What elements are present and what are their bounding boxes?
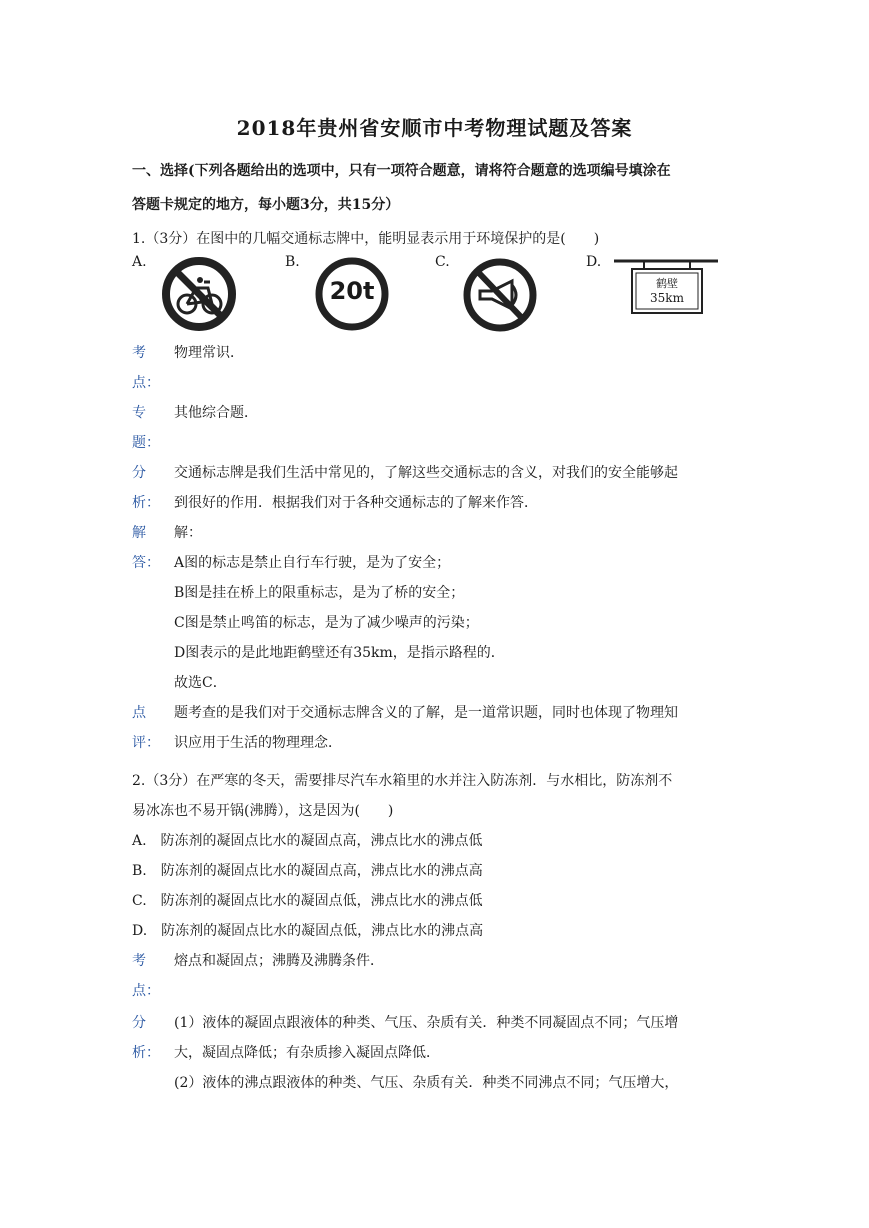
q1-zhuanti-label-2: 题： bbox=[132, 435, 160, 451]
q2-kaodian-label-2: 点： bbox=[132, 983, 160, 999]
q2-kaodian-label-1: 考 bbox=[132, 953, 146, 969]
q1-dianping-line-1: 题考查的是我们对于交通标志牌含义的了解，是一道常识题，同时也体现了物理知 bbox=[174, 705, 678, 721]
q1-fenxi-label-2: 析： bbox=[132, 495, 160, 511]
q1-jieda-label-2: 答： bbox=[132, 555, 160, 571]
q1-jieda-line: 故选C． bbox=[174, 675, 227, 691]
q2-fenxi-label-1: 分 bbox=[132, 1015, 146, 1031]
q1-jieda-label-1: 解 bbox=[132, 525, 146, 541]
q1-stem: 1.（3分）在图中的几幅交通标志牌中，能明显表示用于环境保护的是( ) bbox=[132, 231, 600, 247]
q1-jieda-line: C图是禁止鸣笛的标志，是为了减少噪声的污染； bbox=[174, 615, 479, 631]
distance-sign-place: 鹤壁 bbox=[656, 277, 678, 290]
section-heading-line-1: 一、选择(下列各题给出的选项中，只有一项符合题意，请将符合题意的选项编号填涂在 bbox=[132, 163, 671, 179]
q1-dianping-line-2: 识应用于生活的物理理念． bbox=[174, 735, 342, 751]
q2-kaodian: 熔点和凝固点；沸腾及沸腾条件． bbox=[174, 953, 384, 969]
q1-jieda-line: D图表示的是此地距鹤壁还有35km，是指示路程的． bbox=[174, 645, 505, 661]
q1-jieda-line: 解： bbox=[174, 525, 202, 541]
q1-dianping-label-2: 评： bbox=[132, 735, 160, 751]
q1-option-d-label: D. bbox=[586, 254, 602, 270]
q1-kaodian-label-1: 考 bbox=[132, 345, 146, 361]
q1-option-a-label: A. bbox=[132, 254, 147, 270]
q2-fenxi-line-3: (2）液体的沸点跟液体的种类、气压、杂质有关．种类不同沸点不同；气压增大， bbox=[174, 1075, 679, 1091]
q2-fenxi-line-2: 大，凝固点降低；有杂质掺入凝固点降低． bbox=[174, 1045, 440, 1061]
q2-option-d: D. 防冻剂的凝固点比水的凝固点低，沸点比水的沸点高 bbox=[132, 923, 484, 939]
q1-zhuanti: 其他综合题． bbox=[174, 405, 258, 421]
q1-option-c-label: C. bbox=[435, 254, 450, 270]
q1-kaodian: 物理常识． bbox=[174, 345, 244, 361]
q1-jieda-line: A图的标志是禁止自行车行驶，是为了安全； bbox=[174, 555, 451, 571]
q2-fenxi-label-2: 析： bbox=[132, 1045, 160, 1061]
q1-jieda-line: B图是挂在桥上的限重标志，是为了桥的安全； bbox=[174, 585, 465, 601]
no-bicycle-sign-icon bbox=[160, 256, 238, 334]
q1-fenxi-label-1: 分 bbox=[132, 465, 146, 481]
page-title: 2018年贵州省安顺市中考物理试题及答案 bbox=[236, 116, 633, 140]
q2-stem-line-1: 2.（3分）在严寒的冬天，需要排尽汽车水箱里的水并注入防冻剂．与水相比，防冻剂不 bbox=[132, 773, 673, 789]
q2-option-c: C. 防冻剂的凝固点比水的凝固点低，沸点比水的沸点低 bbox=[132, 893, 483, 909]
q1-option-b-label: B. bbox=[285, 254, 300, 270]
q1-fenxi-line-2: 到很好的作用．根据我们对于各种交通标志的了解来作答． bbox=[174, 495, 538, 511]
distance-sign-km: 35km bbox=[650, 291, 684, 305]
q2-option-a: A. 防冻剂的凝固点比水的凝固点高，沸点比水的沸点低 bbox=[132, 833, 483, 849]
weight-limit-text: 20t bbox=[329, 277, 375, 305]
section-heading-line-2: 答题卡规定的地方，每小题3分，共15分） bbox=[132, 197, 400, 213]
q1-dianping-label-1: 点 bbox=[132, 705, 146, 721]
q1-kaodian-label-2: 点： bbox=[132, 375, 160, 391]
q1-fenxi-line-1: 交通标志牌是我们生活中常见的，了解这些交通标志的含义，对我们的安全能够起 bbox=[174, 465, 678, 481]
q2-stem-line-2: 易冰冻也不易开锅(沸腾），这是因为( ) bbox=[132, 803, 394, 819]
no-horn-sign-icon bbox=[462, 257, 538, 333]
q1-zhuanti-label-1: 专 bbox=[132, 405, 146, 421]
q2-option-b: B. 防冻剂的凝固点比水的凝固点高，沸点比水的沸点高 bbox=[132, 863, 483, 879]
q2-fenxi-line-1: (1）液体的凝固点跟液体的种类、气压、杂质有关．种类不同凝固点不同；气压增 bbox=[174, 1015, 679, 1031]
